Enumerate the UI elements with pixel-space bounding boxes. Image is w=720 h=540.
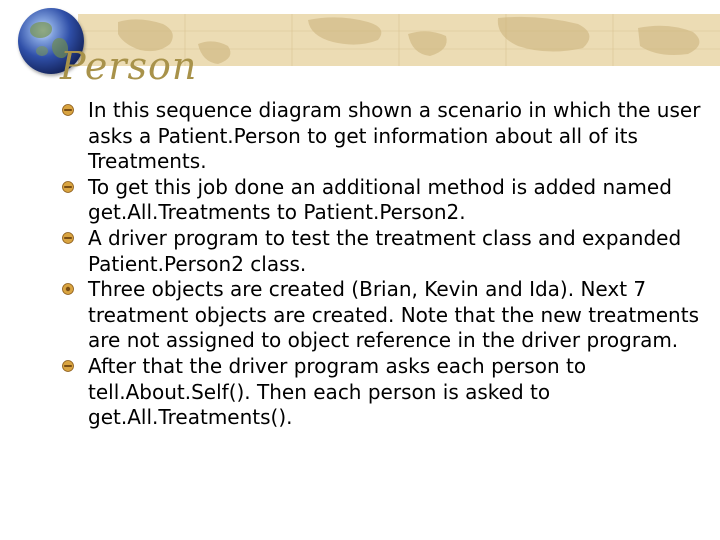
gold-ring-bullet-icon [62,181,74,193]
gold-ring-bullet-icon [62,104,74,116]
bullet-text: In this sequence diagram shown a scenario in which the user asks a Patient.Person to get information about all of its Treatments. [88,98,701,174]
bullet-item [62,98,712,175]
bullet-text: A driver program to test the treatment class and expanded Patient.Person2 class. [88,225,682,276]
gold-ring-bullet-icon [62,360,74,372]
bullet-item [62,354,712,431]
bullet-item [62,277,712,354]
gold-ring-bullet-icon [62,232,74,244]
slide-title: Person [60,44,198,88]
bullet-item [62,226,712,277]
bullet-text: After that the driver program asks each person to tell.About.Self(). Then each person is asked to get.All.Treatments(). [88,353,587,430]
bullet-text: Three objects are created (Brian, Kevin and Ida). Next 7 treatment objects are created. Note that the new treatments are not assigned to object reference in the driver program. [88,277,699,353]
gold-ring-bullet-icon [62,283,74,295]
bullet-list [62,98,712,431]
bullet-item [62,175,712,226]
bullet-text: To get this job done an additional method is added named get.All.Treatments to Patient.Person2. [88,174,672,225]
